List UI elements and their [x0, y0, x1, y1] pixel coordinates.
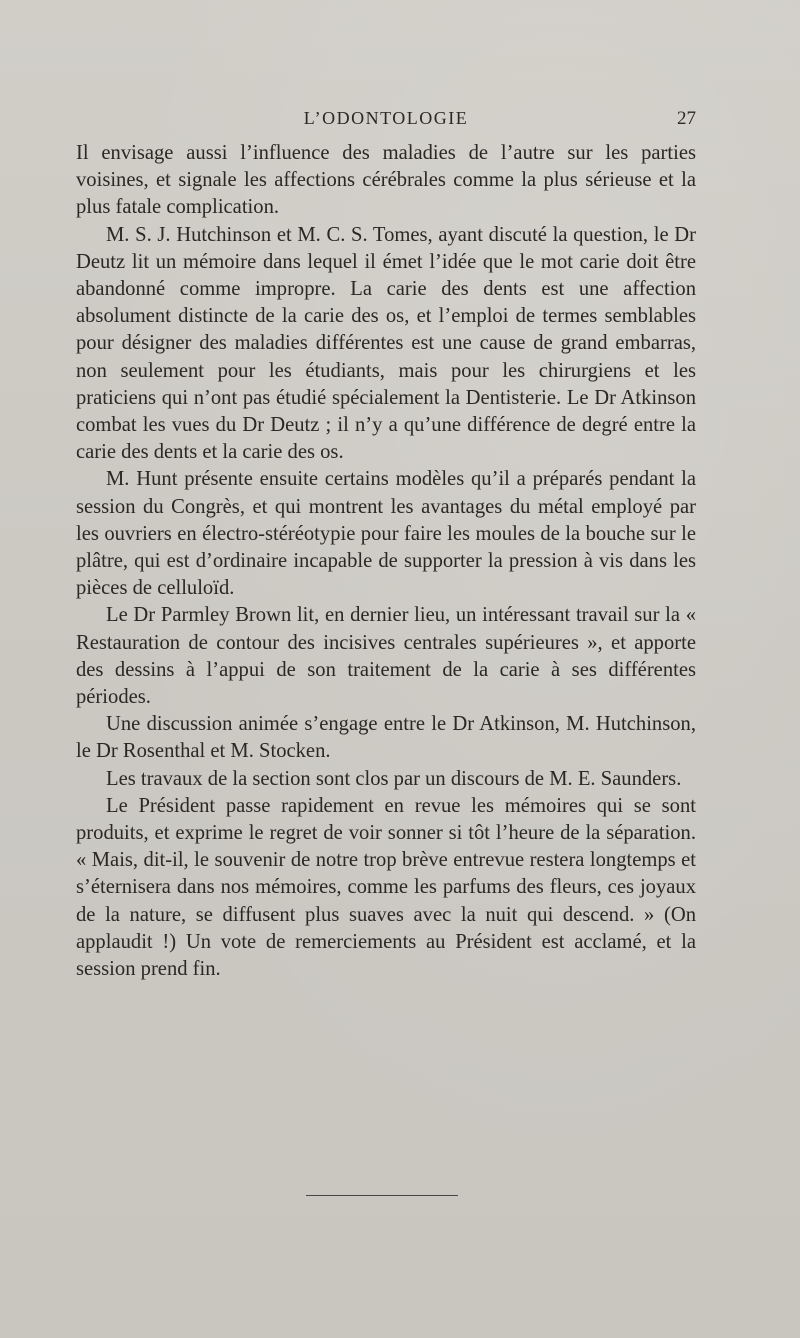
paragraph: Les travaux de la section sont clos par un discours de M. E. Saunders.	[106, 767, 682, 790]
paragraph: M. Hunt présente ensuite certains modèles qu’il a préparés pendant la session du Congrès, et qui montrent les avantages du métal employé par les ouvriers en électro-stéréotypie pour faire les moules de la bouche sur le plâtre, qui est d’ordinaire incapable de supporter la pression à vis dans les pièces de celluloïd.	[76, 468, 696, 600]
paragraph: Le Dr Parmley Brown lit, en dernier lieu, un intéressant travail sur la « Restauration de contour des incisives centrales supérieures », et apporte des dessins à l’appui de son traitement de la carie à ses différentes périodes.	[76, 604, 696, 709]
running-title: L’ODONTOLOGIE	[303, 108, 469, 128]
paragraph: Une discussion animée s’engage entre le Dr Atkinson, M. Hutchinson, le Dr Rosenthal et M. Stocken.	[76, 713, 696, 763]
page-header	[76, 104, 696, 134]
body-text	[76, 140, 696, 983]
end-rule	[306, 1195, 458, 1196]
paragraph: M. S. J. Hutchinson et M. C. S. Tomes, ayant discuté la question, le Dr Deutz lit un mémoire dans lequel il émet l’idée que le mot carie doit être abandonné comme impropre. La carie des dents est une affection absolument distincte de la carie des os, et l’emploi de termes semblables pour désigner des maladies différentes est une cause de grand embarras, non seulement pour les étudiants, mais pour les chirurgiens et les praticiens qui n’ont pas étudié spécialement la Dentisterie. Le Dr Atkinson combat les vues du Dr Deutz ; il n’y a qu’une différence de degré entre la carie des dents et la carie des os.	[76, 223, 696, 464]
paragraph: Il envisage aussi l’influence des maladies de l’autre sur les parties voisines, et signale les affections cérébrales comme la plus sérieuse et la plus fatale complication.	[76, 142, 696, 219]
paragraph: Le Président passe rapidement en revue les mémoires qui se sont produits, et exprime le regret de voir sonner si tôt l’heure de la séparation. « Mais, dit-il, le souvenir de notre trop brève entrevue restera longtemps et s’éternisera dans nos mémoires, comme les parfums des fleurs, ces joyaux de la nature, se diffusent plus suaves avec la nuit qui descend. » (On applaudit !) Un vote de remerciements au Président est acclamé, et la session prend fin.	[76, 794, 696, 981]
page-number: 27	[677, 108, 696, 129]
